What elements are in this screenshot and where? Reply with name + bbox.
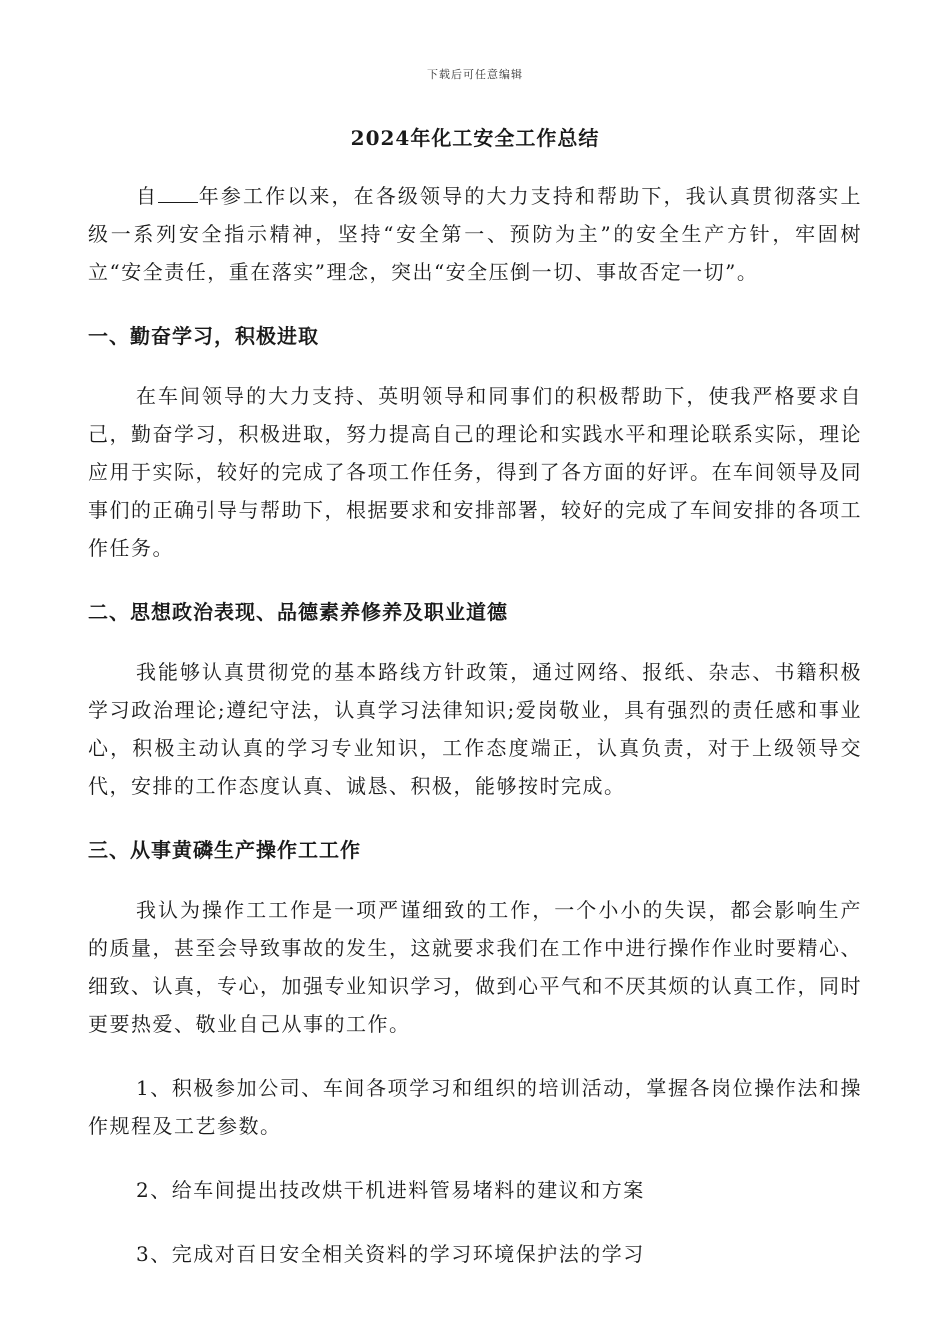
section-2-heading: 二、思想政治表现、品德素养修养及职业道德 bbox=[88, 600, 508, 624]
section-1-heading: 一、勤奋学习，积极进取 bbox=[88, 324, 319, 348]
header-note: 下载后可任意编辑 bbox=[427, 68, 523, 81]
intro-prefix: 自 bbox=[136, 184, 159, 208]
section-3-paragraph: 我认为操作工工作是一项严谨细致的工作，一个小小的失误，都会影响生产的质量，甚至会导致事故的发生，这就要求我们在工作中进行操作作业时要精心、细致、认真，专心，加强专业知识学习，做到心平气和不厌其烦的认真工作，同时更要热爱、敬业自己从事的工作。 bbox=[88, 898, 862, 1036]
document-page bbox=[88, 60, 862, 1273]
section-3-item-3: 3、完成对百日安全相关资料的学习环境保护法的学习 bbox=[136, 1242, 645, 1266]
year-blank bbox=[158, 180, 198, 203]
section-1-paragraph: 在车间领导的大力支持、英明领导和同事们的积极帮助下，使我严格要求自己，勤奋学习，积极进取，努力提高自己的理论和实践水平和理论联系实际，理论应用于实际，较好的完成了各项工作任务，得到了各方面的好评。在车间领导及同事们的正确引导与帮助下，根据要求和安排部署，较好的完成了车间安排的各项工作任务。 bbox=[88, 384, 862, 560]
section-2-paragraph: 我能够认真贯彻党的基本路线方针政策，通过网络、报纸、杂志、书籍积极学习政治理论;遵纪守法，认真学习法律知识;爱岗敬业，具有强烈的责任感和事业心，积极主动认真的学习专业知识，工作态度端正，认真负责，对于上级领导交代，安排的工作态度认真、诚恳、积极，能够按时完成。 bbox=[88, 660, 862, 798]
intro-paragraph bbox=[88, 177, 862, 291]
section-3-item-1: 1、积极参加公司、车间各项学习和组织的培训活动，掌握各岗位操作法和操作规程及工艺参数。 bbox=[88, 1076, 862, 1138]
intro-suffix: 年参工作以来，在各级领导的大力支持和帮助下，我认真贯彻落实上级一系列安全指示精神，坚持“安全第一、预防为主”的安全生产方针，牢固树立“安全责任，重在落实”理念，突出“安全压倒一切、事故否定一切”。 bbox=[88, 184, 863, 284]
document-title: 2024年化工安全工作总结 bbox=[350, 126, 600, 150]
section-3-heading: 三、从事黄磷生产操作工工作 bbox=[88, 838, 361, 862]
section-3-item-2: 2、给车间提出技改烘干机进料管易堵料的建议和方案 bbox=[136, 1178, 645, 1202]
